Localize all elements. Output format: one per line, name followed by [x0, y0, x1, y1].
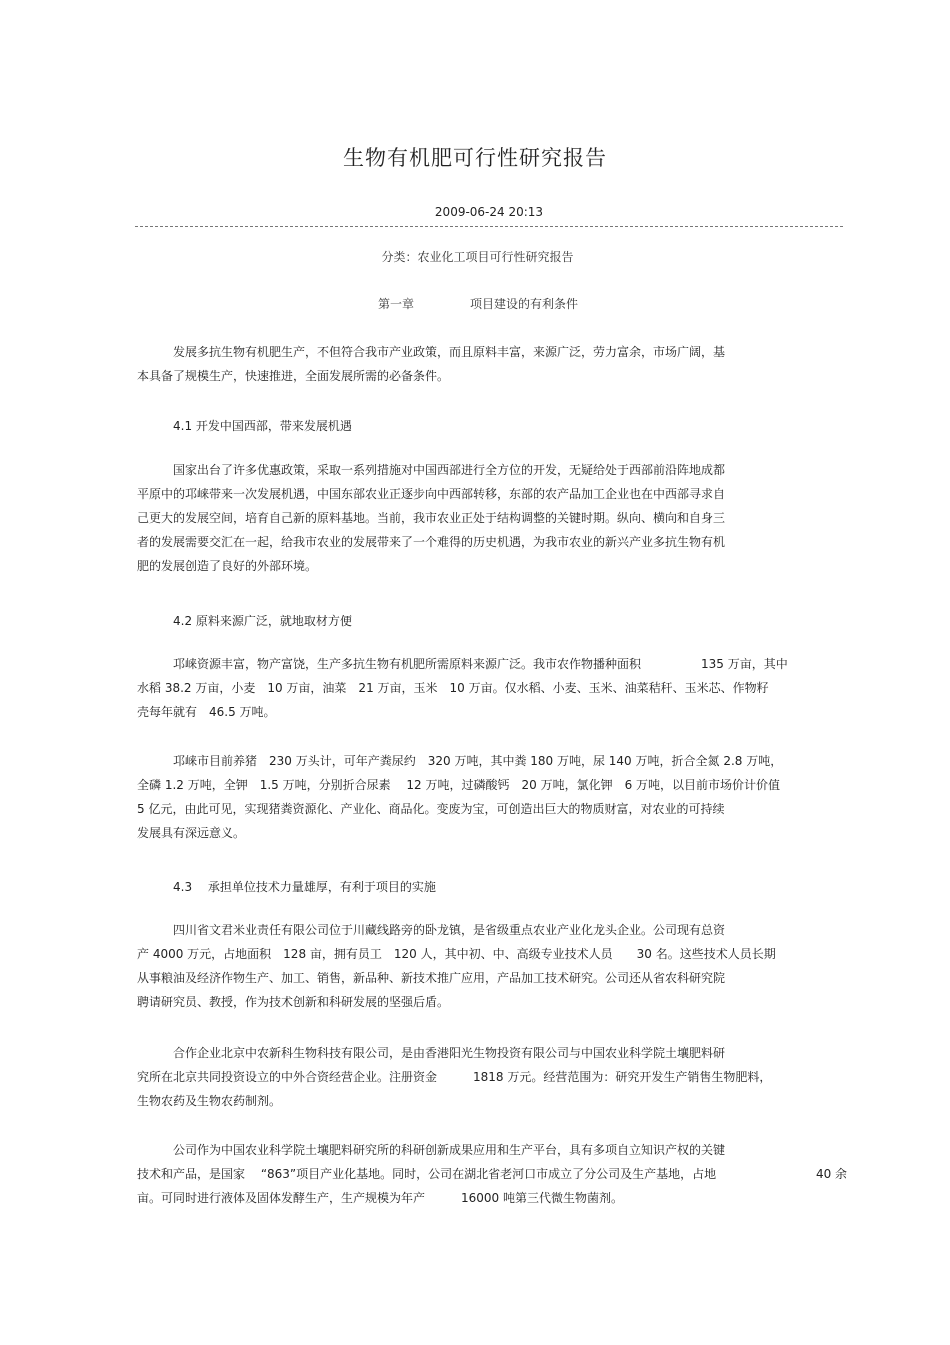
section-heading-4-1: 4.1 开发中国西部，带来发展机遇 [173, 419, 352, 433]
text-line: 水稻 38.2 万亩，小麦 10 万亩，油菜 21 万亩，玉米 10 万亩。仅水稻、小麦、玉米、油菜秸秆、玉米芯、作物籽 [137, 681, 769, 695]
text-line: 合作企业北京中农新科生物科技有限公司，是由香港阳光生物投资有限公司与中国农业科学院土壤肥料研 [137, 1046, 726, 1060]
text-line: 肥的发展创造了良好的外部环境。 [137, 559, 318, 573]
text-line: 发展多抗生物有机肥生产，不但符合我市产业政策，而且原料丰富，来源广泛，劳力富余，市场广阔，基 [137, 345, 726, 359]
text-line: 国家出台了许多优惠政策，采取一系列措施对中国西部进行全方位的开发，无疑给处于西部前沿阵地成都 [137, 463, 726, 477]
divider-line [135, 226, 843, 227]
text-line: 公司作为中国农业科学院土壤肥料研究所的科研创新成果应用和生产平台，具有多项自立知识产权的关键 [137, 1143, 726, 1157]
text-line: 产 4000 万元，占地面积 128 亩，拥有员工 120 人，其中初、中、高级专业技术人员 30 名。这些技术人员长期 [137, 947, 776, 961]
paragraph-4-3-company [137, 918, 847, 1014]
text-line: 邛崃市目前养猪 230 万头计，可年产粪尿约 320 万吨，其中粪 180 万吨，尿 140 万吨，折合全氮 2.8 万吨， [137, 754, 783, 768]
paragraph-4-1 [137, 458, 847, 578]
text-line: 聘请研究员、教授，作为技术创新和科研发展的坚强后盾。 [137, 995, 450, 1009]
paragraph-4-3-platform [137, 1138, 847, 1210]
text-line: 邛崃资源丰富，物产富饶，生产多抗生物有机肥所需原料来源广泛。我市农作物播种面积 135 万亩，其中 [137, 657, 788, 671]
paragraph-intro [137, 340, 847, 388]
chapter-title: 项目建设的有利条件 [470, 297, 579, 311]
text-line: 技术和产品，是国家 “863”项目产业化基地。同时，公司在湖北省老河口市成立了分公司及生产基地，占地 40 余 [137, 1167, 848, 1181]
category-label: 分类：农业化工项目可行性研究报告 [381, 250, 574, 264]
text-line: 四川省文君米业责任有限公司位于川藏线路旁的卧龙镇，是省级重点农业产业化龙头企业。公司现有总资 [137, 923, 726, 937]
text-line: 平原中的邛崃带来一次发展机遇，中国东部农业正逐步向中西部转移，东部的农产品加工企业也在中西部寻求自 [137, 487, 726, 501]
text-line: 本具备了规模生产，快速推进，全面发展所需的必备条件。 [137, 369, 450, 383]
text-line: 己更大的发展空间，培育自己新的原料基地。当前，我市农业正处于结构调整的关键时期。纵向、横向和自身三 [137, 511, 726, 525]
paragraph-4-2-pigs [137, 749, 847, 845]
text-line: 发展具有深远意义。 [137, 826, 246, 840]
chapter-number: 第一章 [378, 297, 415, 311]
paragraph-4-2-resources [137, 652, 847, 724]
text-line: 者的发展需要交汇在一起，给我市农业的发展带来了一个难得的历史机遇，为我市农业的新兴产业多抗生物有机 [137, 535, 726, 549]
text-line: 全磷 1.2 万吨，全钾 1.5 万吨，分别折合尿素 12 万吨，过磷酸钙 20 万吨，氯化钾 6 万吨，以目前市场价计价值 [137, 778, 781, 792]
text-line: 生物农药及生物农药制剂。 [137, 1094, 282, 1108]
document-title: 生物有机肥可行性研究报告 [343, 146, 607, 170]
section-heading-4-3: 4.3 承担单位技术力量雄厚，有利于项目的实施 [173, 880, 436, 894]
text-line: 究所在北京共同投资设立的中外合资经营企业。注册资金 1818 万元。经营范围为：研究开发生产销售生物肥料， [137, 1070, 772, 1084]
text-line: 亩。可同时进行液体及固体发酵生产，生产规模为年产 16000 吨第三代微生物菌剂。 [137, 1191, 623, 1205]
text-line: 5 亿元，由此可见，实现猪粪资源化、产业化、商品化。变废为宝，可创造出巨大的物质财富，对农业的可持续 [137, 802, 725, 816]
section-heading-4-2: 4.2 原料来源广泛，就地取材方便 [173, 614, 352, 628]
paragraph-4-3-partner [137, 1041, 847, 1113]
text-line: 壳每年就有 46.5 万吨。 [137, 705, 276, 719]
publish-datetime: 2009-06-24 20:13 [434, 205, 544, 219]
text-line: 从事粮油及经济作物生产、加工、销售，新品种、新技术推广应用，产品加工技术研究。公司还从省农科研究院 [137, 971, 726, 985]
